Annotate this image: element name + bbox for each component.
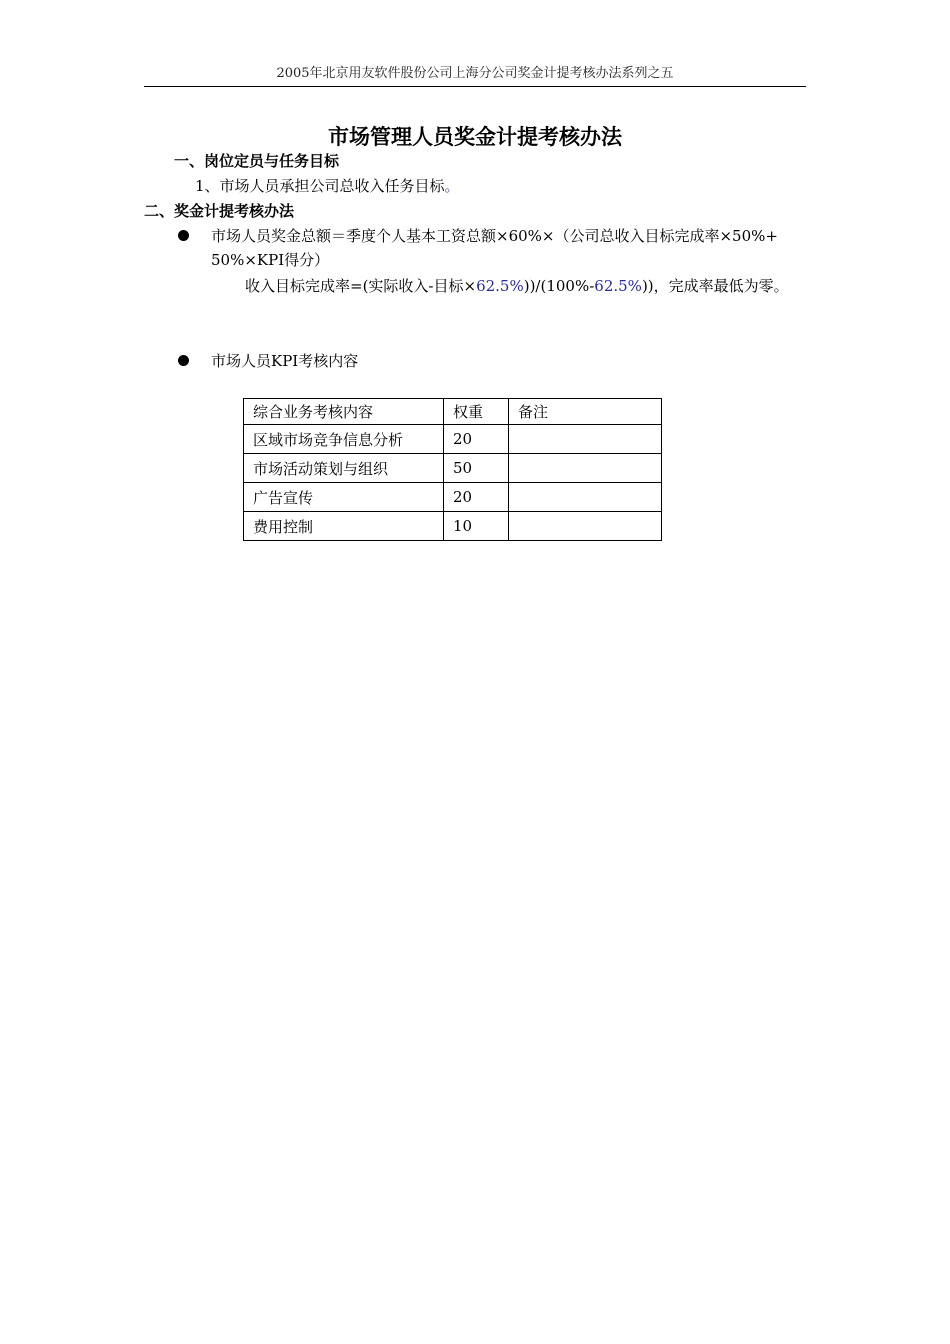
table-row	[244, 454, 662, 483]
running-header: 2005年北京用友软件股份公司上海分公司奖金计提考核办法系列之五	[144, 64, 806, 87]
table-cell-note	[509, 425, 662, 454]
table-header-cell: 备注	[509, 399, 662, 425]
table-cell-weight: 50	[444, 454, 509, 483]
table-cell-item: 区域市场竞争信息分析	[244, 425, 444, 454]
formula-percent-2: 62.5%	[594, 277, 642, 295]
section-1-item-1	[195, 175, 460, 197]
completion-rate-formula	[211, 274, 803, 298]
table-cell-note	[509, 483, 662, 512]
table-header-cell: 权重	[444, 399, 509, 425]
bonus-formula-text: 市场人员奖金总额＝季度个人基本工资总额×60%×（公司总收入目标完成率×50%+ 50%×KPI得分）	[211, 227, 778, 269]
section-1-item-1-period: 。	[444, 177, 460, 195]
formula-percent-1: 62.5%	[476, 277, 524, 295]
kpi-table	[243, 398, 662, 541]
document-title: 市场管理人员奖金计提考核办法	[328, 125, 622, 149]
table-header-cell: 综合业务考核内容	[244, 399, 444, 425]
table-cell-item: 市场活动策划与组织	[244, 454, 444, 483]
formula-part-2: ))/(100%-	[523, 277, 595, 295]
bullet-icon	[178, 230, 189, 241]
table-cell-weight: 20	[444, 483, 509, 512]
table-cell-item: 广告宣传	[244, 483, 444, 512]
table-cell-item: 费用控制	[244, 512, 444, 541]
table-cell-note	[509, 454, 662, 483]
kpi-intro-text: 市场人员KPI考核内容	[211, 352, 359, 370]
table-row	[244, 425, 662, 454]
table-row	[244, 512, 662, 541]
formula-part-3: ))，完成率最低为零。	[641, 277, 789, 295]
table-cell-note	[509, 512, 662, 541]
table-row	[244, 483, 662, 512]
section-2-heading: 二、奖金计提考核办法	[144, 202, 295, 220]
table-cell-weight: 20	[444, 425, 509, 454]
bullet-icon	[178, 355, 189, 366]
section-1-item-1-text: 1、市场人员承担公司总收入任务目标	[195, 177, 445, 195]
section-1-heading: 一、岗位定员与任务目标	[174, 152, 340, 170]
formula-part-1: 收入目标完成率=(实际收入-目标×	[245, 277, 477, 295]
table-cell-weight: 10	[444, 512, 509, 541]
table-header-row	[244, 399, 662, 425]
